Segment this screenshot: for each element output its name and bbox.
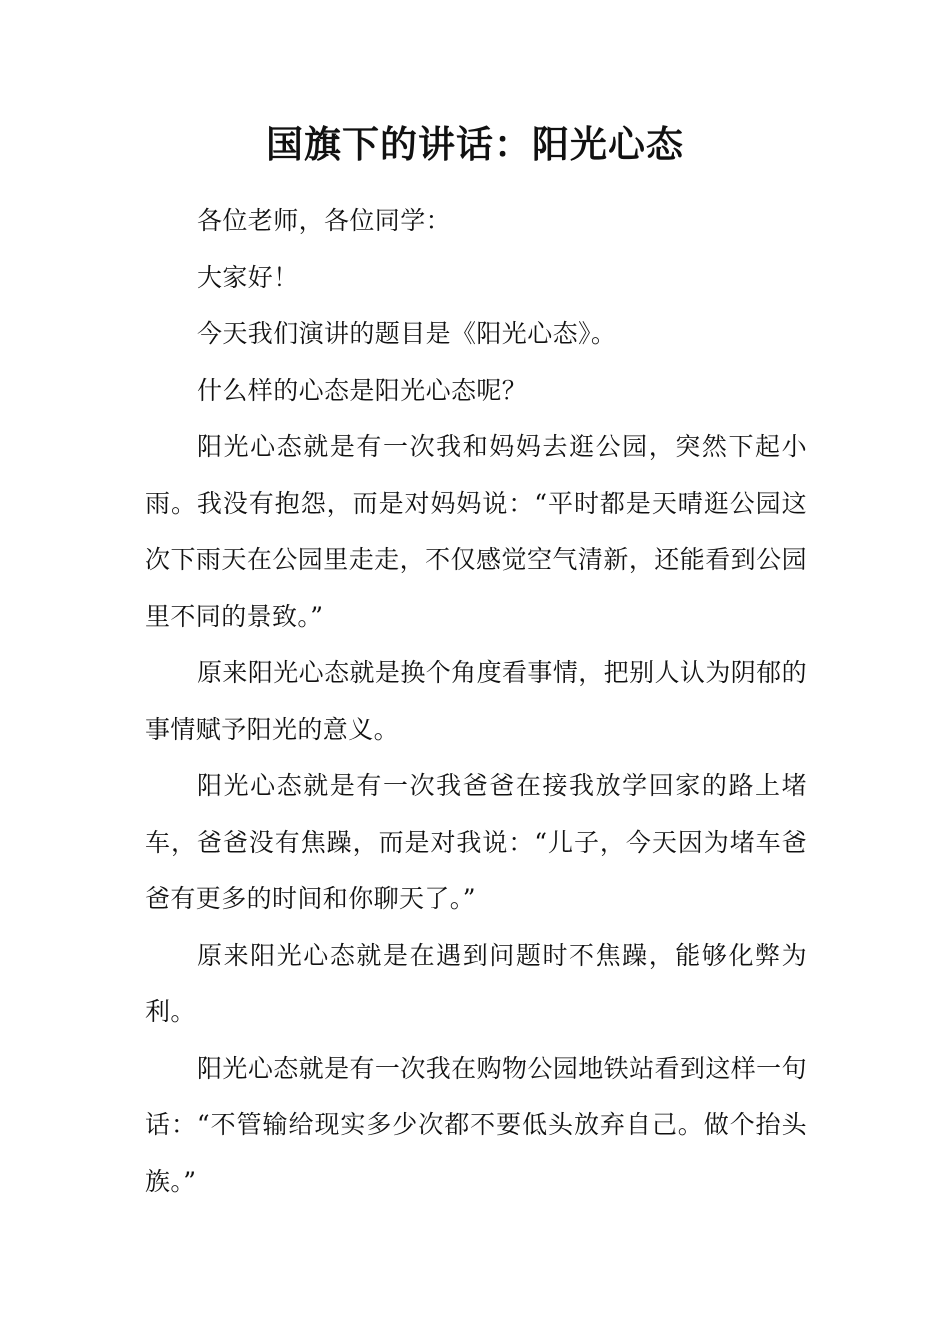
paragraph-traffic-story: 阳光心态就是有一次我爸爸在接我放学回家的路上堵车，爸爸没有焦躁，而是对我说：“儿子，今天因为堵车爸爸有更多的时间和你聊天了。” <box>145 771 807 913</box>
document-body <box>145 193 807 1210</box>
paragraph-park-story: 阳光心态就是有一次我和妈妈去逛公园，突然下起小雨。我没有抱怨，而是对妈妈说：“平时都是天晴逛公园这次下雨天在公园里走走，不仅感觉空气清新，还能看到公园里不同的景致。” <box>145 432 807 631</box>
paragraph-subway-story: 阳光心态就是有一次我在购物公园地铁站看到这样一句话：“不管输给现实多少次都不要低头放弃自己。做个抬头族。” <box>145 1053 807 1196</box>
page-title: 国旗下的讲话：阳光心态 <box>266 122 684 166</box>
paragraph-traffic-conclusion: 原来阳光心态就是在遇到问题时不焦躁，能够化弊为利。 <box>145 940 807 1026</box>
paragraph-topic: 今天我们演讲的题目是《阳光心态》。 <box>197 319 617 348</box>
paragraph-question: 什么样的心态是阳光心态呢？ <box>197 375 528 405</box>
paragraph-park-conclusion: 原来阳光心态就是换个角度看事情，把别人认为阴郁的事情赋予阳光的意义。 <box>145 658 807 744</box>
paragraph-hello: 大家好！ <box>197 262 299 292</box>
paragraph-greeting: 各位老师，各位同学： <box>197 206 452 235</box>
